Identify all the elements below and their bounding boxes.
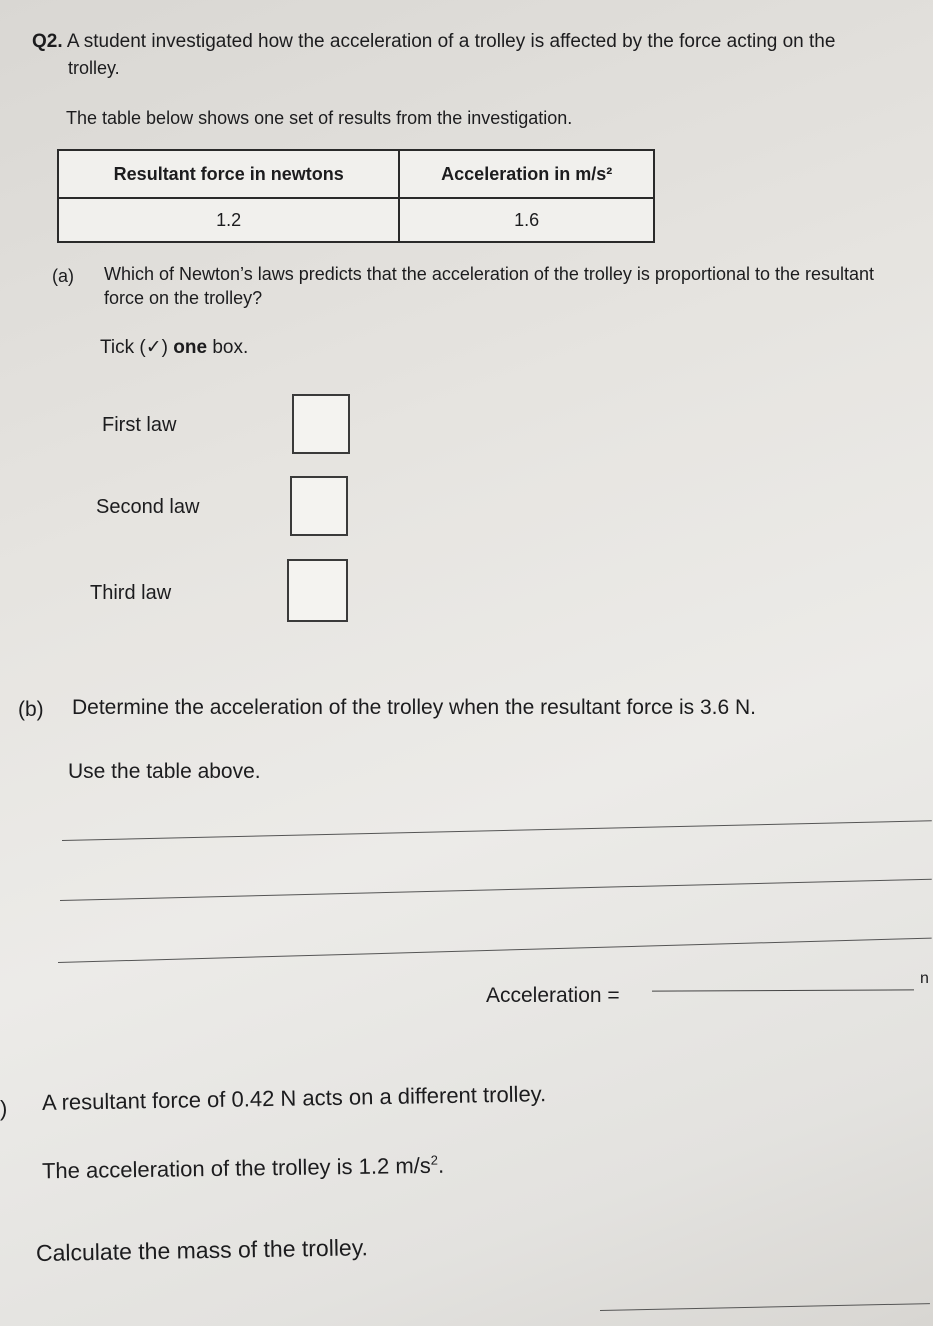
part-c-accel-value: 1.2 m/s <box>358 1152 431 1179</box>
part-b-hint: Use the table above. <box>68 760 261 783</box>
table-header-force: Resultant force in newtons <box>58 150 399 198</box>
part-c-question: A resultant force of 0.42 N acts on a different trolley. <box>41 1081 547 1115</box>
part-a-label: (a) <box>52 266 74 286</box>
part-c-accel-suffix: . <box>437 1152 445 1178</box>
table-intro: The table below shows one set of results from the investigation. <box>66 108 573 128</box>
acceleration-unit-fragment: n <box>920 970 929 987</box>
table-header-row <box>58 150 654 198</box>
question-stem-line1: A student investigated how the acceleration of a trolley is affected by the force acting on the <box>66 31 836 52</box>
question-stem-line2: trolley. <box>68 58 120 78</box>
acceleration-answer-label: Acceleration = <box>486 984 620 1007</box>
table-cell-force: 1.2 <box>58 198 399 242</box>
part-c-accel-prefix: The acceleration of the trolley is <box>41 1153 359 1184</box>
table-cell-acceleration: 1.6 <box>399 198 654 242</box>
part-b-question: Determine the acceleration of the trolley when the resultant force is 3.6 N. <box>72 696 757 719</box>
part-c-accel-sup: 2 <box>430 1152 439 1168</box>
results-table <box>57 149 655 243</box>
checkbox-third-law[interactable] <box>287 559 348 622</box>
tick-instruction <box>100 336 248 359</box>
checkbox-first-law[interactable] <box>292 394 350 454</box>
tick-instruction-suffix: box. <box>207 337 249 358</box>
tick-instruction-bold: one <box>173 337 208 358</box>
answer-line-2[interactable] <box>60 879 932 901</box>
option-first-law-label: First law <box>102 414 177 436</box>
part-c-acceleration <box>42 1152 445 1184</box>
answer-line-3[interactable] <box>58 938 932 963</box>
option-third-law-label: Third law <box>90 582 172 604</box>
part-c-label: ) <box>0 1096 8 1121</box>
checkbox-second-law[interactable] <box>290 476 348 536</box>
acceleration-answer-line[interactable] <box>652 989 914 991</box>
part-c-instruction: Calculate the mass of the trolley. <box>35 1234 369 1266</box>
tick-instruction-prefix: Tick (✓) <box>100 337 174 358</box>
question-stem <box>32 30 835 54</box>
question-number: Q2. <box>32 31 63 52</box>
table-header-acceleration: Acceleration in m/s² <box>399 150 654 198</box>
part-a-question: Which of Newton’s laws predicts that the acceleration of the trolley is proportional to the resultant force on the trolley? <box>104 264 875 308</box>
answer-line-1[interactable] <box>62 820 932 841</box>
answer-line-4[interactable] <box>600 1303 930 1311</box>
part-b-label: (b) <box>18 698 44 721</box>
table-row <box>58 198 654 242</box>
option-second-law-label: Second law <box>96 496 200 518</box>
